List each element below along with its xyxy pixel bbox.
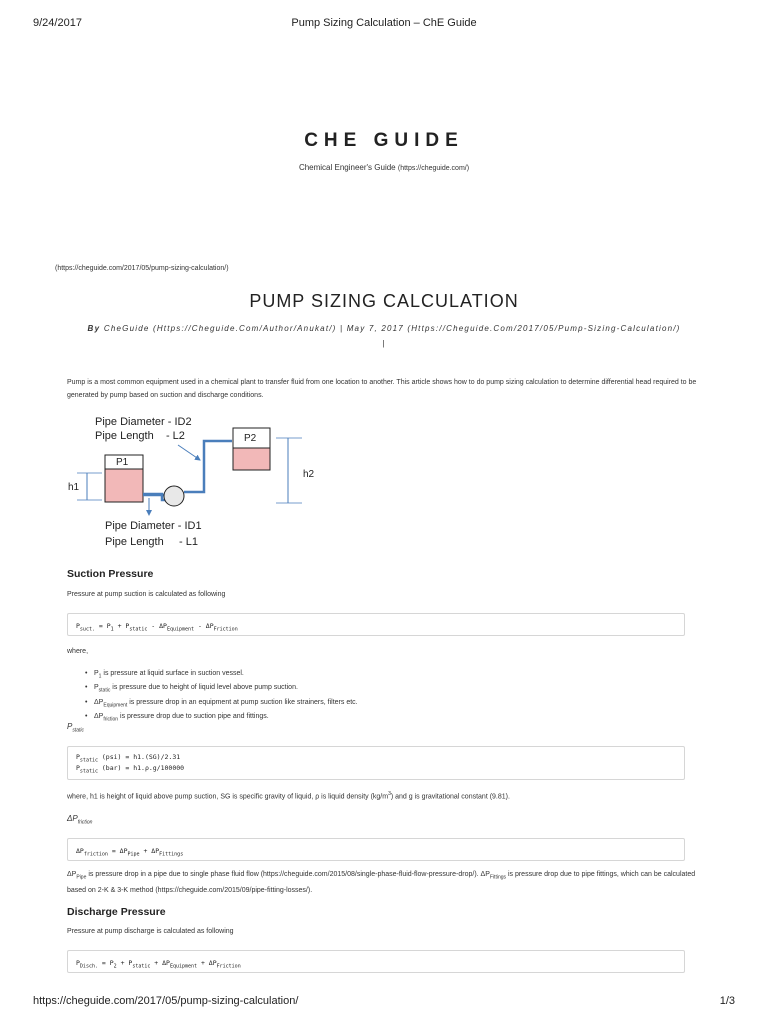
tagline-text: Chemical Engineer's Guide — [298, 163, 396, 172]
byline-trailing-separator: | — [382, 339, 386, 348]
dpfriction-label: $\Delta P_{friction}$ — [67, 814, 93, 826]
top-label-diameter: Pipe Diameter - ID2 — [95, 416, 192, 428]
discharge-formula: $P_{Disch.} = P_2 + P_{static} + \Delta P_{Equipment} + \Delta P_{Friction}$ — [67, 950, 685, 973]
pump-icon — [164, 486, 184, 506]
discharge-pipe — [184, 441, 232, 492]
author-link[interactable]: CheGuide (Https://Cheguide.Com/Author/Anukat/) — [103, 324, 337, 333]
h1-label: h1 — [68, 482, 80, 493]
bottom-label-diameter: Pipe Diameter - ID1 — [105, 520, 202, 532]
list-item: • $P_{static}$ is pressure due to height of liquid level above pump suction. — [85, 682, 685, 696]
top-label-pointer — [178, 445, 200, 460]
pstatic-label: $P_{static}$ — [67, 722, 85, 734]
site-tagline — [0, 163, 768, 172]
site-title[interactable]: CHE GUIDE — [304, 130, 464, 151]
tagline-url[interactable]: (https://cheguide.com/) — [397, 165, 470, 172]
intro-paragraph: Pump is a most common equipment used in a chemical plant to transfer fluid from one location to another. This article shows how to do pump sizing calculation to determine differential head required to be generated by pump based on suction and discharge conditions. — [67, 379, 697, 399]
p1-liquid — [105, 469, 143, 502]
friction-description: $\Delta P_{Pipe}$ is pressure drop in a pipe due to single phase fluid flow (https://cheguide.com/2015/08/single-phase-fluid-flow-pressure-drop/). $\Delta P_{Fittings}$ is pressure drop due to pipe fittings, which can be calculated based on 2-K & 3-K method (https://cheguide.com/2015/09/pipe-fitting-losses/). — [67, 871, 696, 895]
p2-label: P2 — [244, 433, 257, 444]
byline-separator: | — [339, 324, 344, 333]
pump-system-diagram — [62, 408, 362, 553]
suction-formula: $P_{suct.} = P_1 + P_{static} - \Delta P_{Equipment} - \Delta P_{Friction}$ — [67, 613, 685, 636]
print-title: Pump Sizing Calculation – ChE Guide — [291, 17, 477, 29]
definition-list — [85, 668, 685, 726]
list-item: • $\Delta P_{friction}$ is pressure drop due to suction pipe and fittings. — [85, 711, 685, 725]
p1-label: P1 — [116, 457, 129, 468]
permalink[interactable]: (https://cheguide.com/2017/05/pump-sizing-calculation/) — [55, 265, 229, 272]
byline — [40, 321, 728, 351]
list-item: • $P_1$ is pressure at liquid surface in suction vessel. — [85, 668, 685, 682]
by-label: By — [87, 324, 101, 333]
p2-liquid — [233, 448, 270, 470]
suction-intro: Pressure at pump suction is calculated as following — [67, 591, 226, 598]
date-link[interactable]: May 7, 2017 (Https://Cheguide.Com/2017/05/Pump-Sizing-Calculation/) — [346, 324, 681, 333]
h2-label: h2 — [303, 469, 315, 480]
footer-page-number: 1/3 — [719, 995, 735, 1007]
where-label: where, — [67, 648, 89, 655]
static-where-paragraph: where, h1 is height of liquid above pump suction, SG is specific gravity of liquid, ρ is liquid density $(kg/m^3)$ and g is gravitational constant (9.81). — [67, 791, 510, 801]
top-label-length: Pipe Length - L2 — [95, 430, 185, 442]
post-title: PUMP SIZING CALCULATION — [249, 291, 519, 311]
print-date: 9/24/2017 — [33, 17, 82, 29]
footer-url: https://cheguide.com/2017/05/pump-sizing-calculation/ — [33, 995, 299, 1007]
discharge-heading: Discharge Pressure — [67, 906, 166, 918]
suction-heading: Suction Pressure — [67, 568, 154, 580]
bottom-label-length: Pipe Length - L1 — [105, 536, 198, 548]
static-formula: $P_{static}$ (psi) = h1.(SG)/2.31 $P_{static}$ (bar) = h1.ρ.g/100000 — [67, 746, 685, 780]
list-item: • $\Delta P_{Equipment}$ is pressure drop in an equipment at pump suction like strainers, filters etc. — [85, 697, 685, 711]
discharge-intro: Pressure at pump discharge is calculated as following — [67, 928, 234, 935]
friction-formula: $\Delta P_{friction} = \Delta P_{Pipe} + \Delta P_{Fittings}$ — [67, 838, 685, 861]
